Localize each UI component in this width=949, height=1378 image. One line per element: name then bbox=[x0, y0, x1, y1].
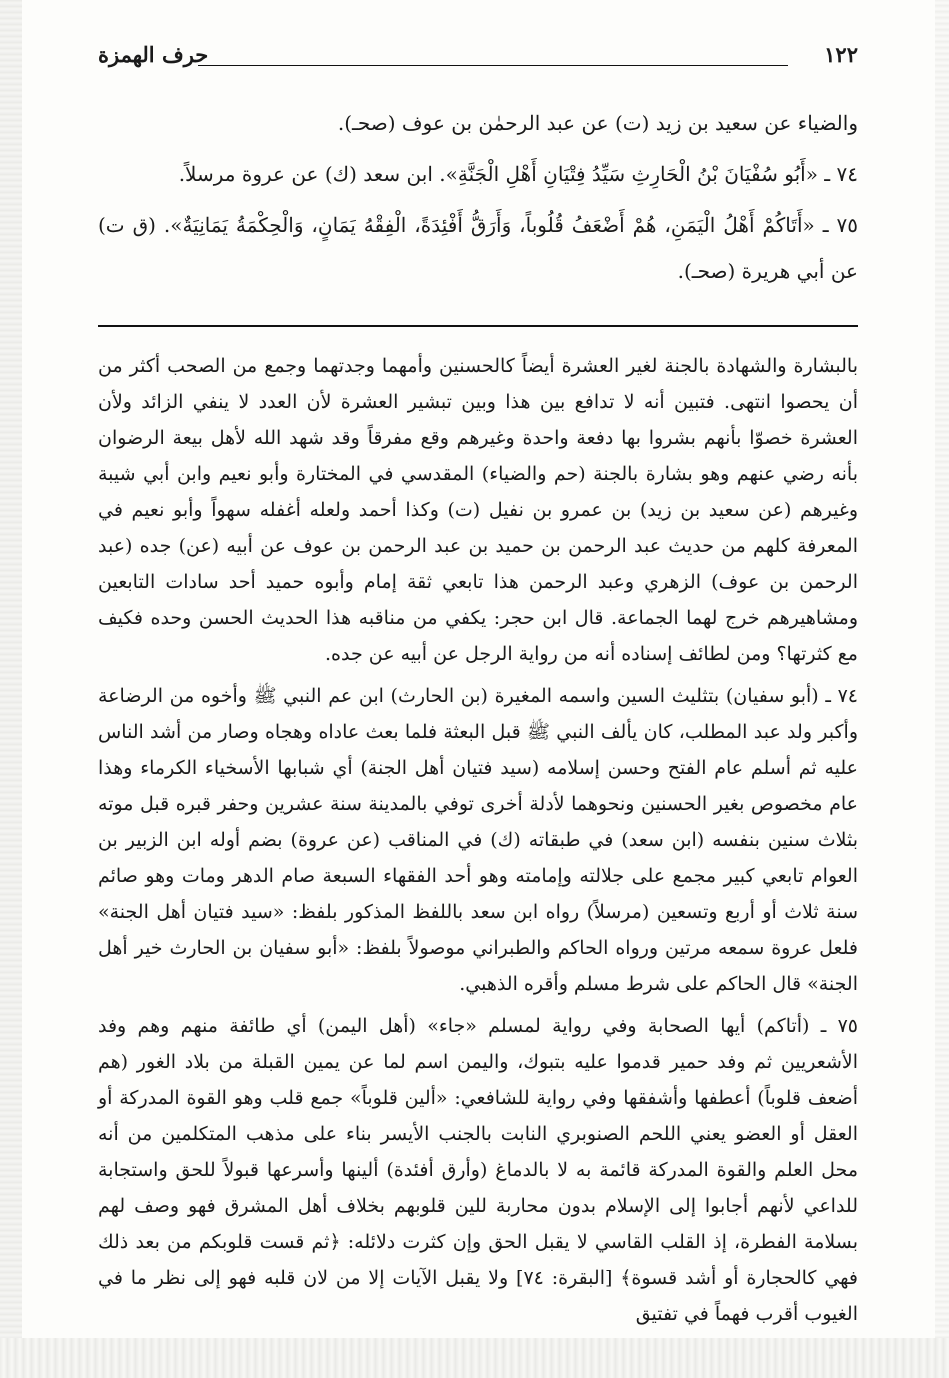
header-rule bbox=[198, 65, 788, 66]
chapter-title: حرف الهمزة bbox=[98, 42, 209, 67]
hadith-74: ٧٤ ـ «أَبُو سُفْيَانَ بْنُ الْحَارِثِ سَيِّدُ فِتْيَانِ أَهْلِ الْجَنَّةِ». ابن سعد (ك) عن عروة مرسلاً. bbox=[178, 162, 858, 186]
hadith-text bbox=[98, 100, 858, 299]
page-right-edge bbox=[935, 0, 949, 1378]
commentary-paragraph-74: ٧٤ ـ (أبو سفيان) بتثليث السين واسمه المغيرة (بن الحارث) ابن عم النبي ﷺ وأخوه من الرضاعة وأكبر ولد عبد المطلب، كان يألف النبي ﷺ قبل البعثة فلما بعث عاداه وهجاه وصار من أشد الناس عليه ثم أسلم عام الفتح وحسن إسلامه (سيد فتيان أهل الجنة) أي شبابها الأسخياء الكرماء وهذا عام مخصوص بغير الحسنين ونحوهما لأدلة أخرى توفي بالمدينة سنة عشرين وحفر قبره قبل موته بثلاث سنين بنفسه (ابن سعد) في طبقاته (ك) في المناقب (عن عروة) بضم أوله ابن الزبير بن العوام تابعي كبير مجمع على جلالته وإمامته وهو أحد الفقهاء السبعة صام الدهر ومات وهو صائم سنة ثلاث أو أربع وتسعين (مرسلاً) رواه ابن سعد باللفظ المذكور بلفظ: «سيد فتيان أهل الجنة» فلعل عروة سمعه مرتين ورواه الحاكم والطبراني موصولاً بلفظ: «أبو سفيان بن الحارث خير أهل الجنة» قال الحاكم على شرط مسلم وأقره الذهبي. bbox=[98, 685, 858, 995]
page-left-edge bbox=[0, 0, 22, 1378]
commentary-paragraph-1: بالبشارة والشهادة بالجنة لغير العشرة أيضاً كالحسنين وأمهما وجدتهما وجمع من الصحب أكثر من أن يحصوا انتهى. فتبين أنه لا تدافع بين هذا وبين تبشير العشرة لأن العدد لا ينفي الزائد ولأن العشرة خصوّا بأنهم بشروا بها دفعة واحدة وغيرهم وقع مفرقاً وقد شهد الله لأهل بيعة الرضوان بأنه رضي عنهم وهو بشارة بالجنة (حم والضياء) المقدسي في المختارة وأبو نعيم وابن أبي شيبة وغيرهم (عن سعيد بن زيد) بن عمرو بن نفيل (ت) وكذا أحمد ولعله أغفله سهواً وأبو نعيم في المعرفة كلهم من حديث عبد الرحمن بن حميد بن عبد الرحمن بن عوف عن أبيه (عن) جده (عبد الرحمن بن عوف) الزهري وعبد الرحمن هذا تابعي ثقة إمام وأبوه حميد أحد سادات التابعين ومشاهيرهم خرج لهما الجماعة. قال ابن حجر: يكفي من مناقبه هذا الحديث الحسن وحده فكيف مع كثرتها؟ ومن لطائف إسناده أنه من رواية الرجل عن أبيه عن جده. bbox=[98, 355, 858, 665]
page-header bbox=[98, 40, 858, 80]
hadith-75: ٧٥ ـ «أَتَاكُمْ أَهْلُ الْيَمَنِ، هُمْ أَضْعَفُ قُلُوباً، وَأَرَقُّ أَفْئِدَةً، الْفِقْهُ يَمَانٍ، وَالْحِكْمَةُ يَمَانِيَةٌ». (ق ت) عن أبي هريرة (صحـ). bbox=[98, 213, 858, 283]
page-number: ١٢٢ bbox=[824, 42, 858, 67]
footnote-separator bbox=[98, 325, 858, 327]
commentary-paragraph-75: ٧٥ ـ (أتاكم) أيها الصحابة وفي رواية لمسلم «جاء» (أهل اليمن) أي طائفة منهم وهم وفد الأشعريين ثم وفد حمير قدموا عليه بتبوك، واليمن اسم لما عن يمين القبلة من بلاد الغور (هم أضعف قلوباً) أعطفها وأشفقها وفي رواية للشافعي: «ألين قلوباً» جمع قلب وهو القوة المدركة أو العقل أو العضو يعني اللحم الصنوبري النابت بالجنب الأيسر بناء على مذهب المتكلمين من أنه محل العلم والقوة المدركة قائمة به لا بالدماغ (وأرق أفئدة) ألينها وأسرعها قبولاً للحق واستجابة للداعي لأنهم أجابوا إلى الإسلام بدون محاربة للين قلوبهم بخلاف أهل المشرق فهو وصف لهم بسلامة الفطرة، إذ القلب القاسي لا يقبل الحق وإن كثرت دلائله: ﴿ثم قست قلوبكم من بعد ذلك فهي كالحجارة أو أشد قسوة﴾ [البقرة: ٧٤] ولا يقبل الآيات إلا من لان قلبه فهو إلى نظر ما في الغيوب أقرب فهماً في تفتيق bbox=[98, 1015, 858, 1325]
hadith-line-1: والضياء عن سعيد بن زيد (ت) عن عبد الرحمٰن بن عوف (صحـ). bbox=[337, 111, 858, 135]
page-bottom-edge bbox=[0, 1338, 949, 1378]
commentary-text bbox=[98, 348, 858, 1338]
